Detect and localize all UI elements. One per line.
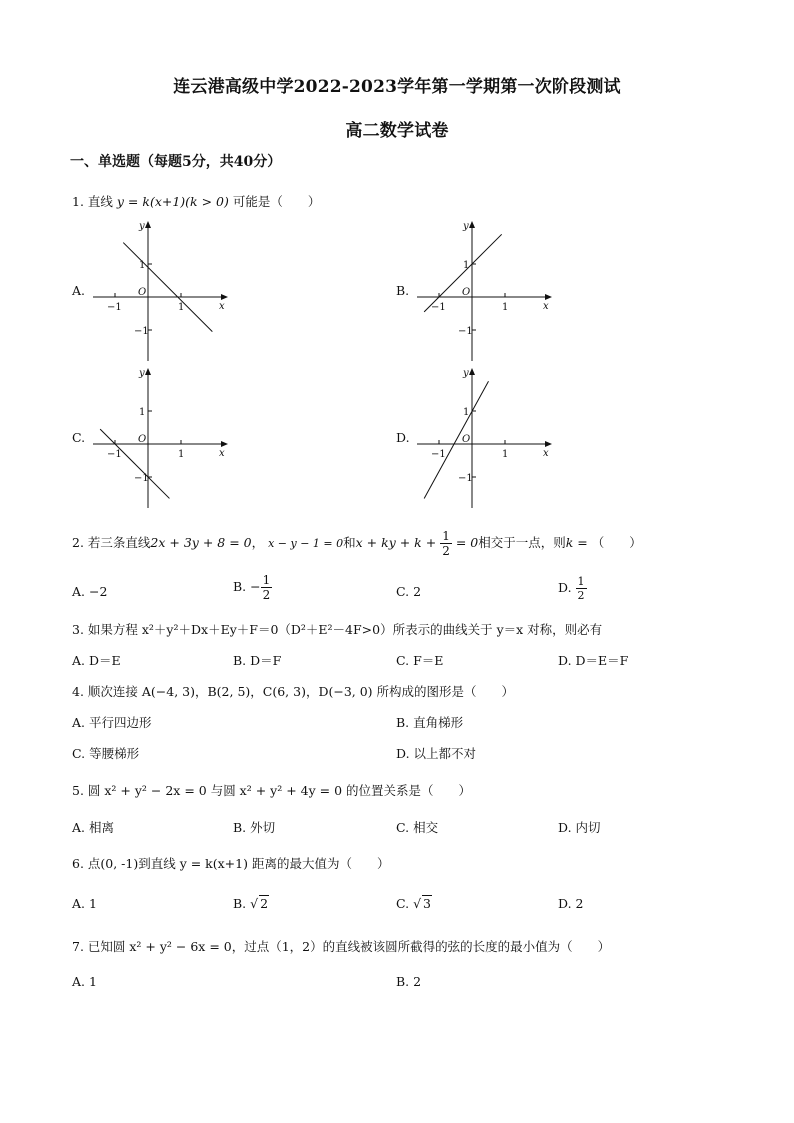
candidate-line <box>424 381 488 498</box>
candidate-line <box>424 234 502 312</box>
x-tick-label: −1 <box>431 449 446 460</box>
exam-title: 连云港高级中学2022-2023学年第一学期第一次阶段测试 <box>173 77 621 97</box>
option-value: −2 <box>89 584 108 599</box>
option-label: A. <box>72 584 86 599</box>
y-axis-label: y <box>139 368 145 379</box>
question-2-k-eq: k = <box>565 535 588 550</box>
section-heading: 一、单选题（每题5分，共40分） <box>70 154 282 170</box>
x-axis-arrow-icon <box>545 294 552 300</box>
y-axis-arrow-icon <box>145 368 151 375</box>
q6-option-d: D. 2 <box>558 896 584 911</box>
q6-option-c <box>396 896 432 911</box>
x-axis-label: x <box>543 301 549 312</box>
option-label: D. <box>558 580 572 595</box>
sqrt-radicand: 2 <box>260 896 269 911</box>
origin-label: O <box>138 287 147 298</box>
question-2-prefix: 2. 若三条直线 <box>72 535 151 550</box>
origin-label: O <box>462 434 471 445</box>
question-2-stem <box>72 530 642 557</box>
x-tick-label: −1 <box>431 302 446 313</box>
sqrt-icon: √ <box>413 896 422 911</box>
question-2-and: 和 <box>343 535 356 550</box>
fraction-numerator: 1 <box>577 575 585 588</box>
question-2-eq2: x − y − 1 = 0 <box>268 537 344 550</box>
q1-option-a-label: A. <box>72 283 86 298</box>
fraction-denominator: 2 <box>577 589 585 602</box>
question-1-prefix: 1. 直线 <box>72 194 113 209</box>
q4-option-c: C. 等腰梯形 <box>72 746 140 761</box>
exam-subtitle: 高二数学试卷 <box>345 121 449 141</box>
question-2-eq3-right: = 0 <box>455 535 479 550</box>
fraction-numerator: 1 <box>442 529 450 543</box>
q5-option-d: D. 内切 <box>558 820 601 835</box>
option-label: B. <box>233 579 247 594</box>
q1-graph-d <box>412 362 562 510</box>
y-tick-label: 1 <box>139 407 146 418</box>
q6-option-b <box>233 896 269 911</box>
question-2-mid: 相交于一点，则 <box>478 535 566 550</box>
question-4-stem: 4. 顺次连接 A(−4, 3)，B(2, 5)，C(6, 3)，D(−3, 0) 所构成的图形是（ ） <box>72 684 515 699</box>
y-tick-label: −1 <box>134 473 149 484</box>
question-1-stem <box>72 192 320 210</box>
fraction-denominator: 2 <box>442 544 450 558</box>
y-tick-label: 1 <box>139 260 146 271</box>
question-2-half-fraction <box>440 530 452 557</box>
q1-option-b-label: B. <box>396 283 410 298</box>
y-axis-label: y <box>463 368 469 379</box>
x-axis-label: x <box>543 448 549 459</box>
q3-option-d: D. D＝E＝F <box>558 653 629 668</box>
question-6-stem: 6. 点(0, -1)到直线 y = k(x+1) 距离的最大值为（ ） <box>72 856 390 871</box>
y-tick-label: −1 <box>134 326 149 337</box>
y-axis-arrow-icon <box>469 221 475 228</box>
q2-option-d <box>558 576 587 601</box>
x-tick-label: −1 <box>107 449 122 460</box>
option-sign: − <box>250 579 261 594</box>
question-7-stem: 7. 已知圆 x² + y² − 6x = 0，过点（1，2）的直线被该圆所截得的弦的长度的最小值为（ ） <box>72 939 611 954</box>
y-axis-label: y <box>139 221 145 232</box>
x-tick-label: 1 <box>178 449 185 460</box>
option-fraction <box>261 574 273 601</box>
q4-option-a: A. 平行四边形 <box>72 715 152 730</box>
q5-option-a: A. 相离 <box>72 820 114 835</box>
q1-option-c-label: C. <box>72 430 86 445</box>
sqrt-radicand: 3 <box>423 896 431 911</box>
q2-option-b <box>233 574 272 601</box>
question-2-eq3-left: x + ky + k + <box>355 535 437 550</box>
question-3-stem: 3. 如果方程 x²＋y²＋Dx＋Ey＋F＝0（D²＋E²－4F>0）所表示的曲线关于 y＝x 对称，则必有 <box>72 622 603 637</box>
x-axis-label: x <box>219 301 225 312</box>
option-label: C. <box>396 896 410 911</box>
q4-option-d: D. 以上都不对 <box>396 746 477 761</box>
y-axis-arrow-icon <box>469 368 475 375</box>
y-axis-label: y <box>463 221 469 232</box>
candidate-line <box>100 429 169 498</box>
q5-option-b: B. 外切 <box>233 820 276 835</box>
x-axis-label: x <box>219 448 225 459</box>
x-axis-arrow-icon <box>221 294 228 300</box>
fraction-numerator: 1 <box>262 573 271 587</box>
q1-graph-b <box>412 215 562 363</box>
x-axis-arrow-icon <box>221 441 228 447</box>
option-label: B. <box>233 896 247 911</box>
q3-option-a: A. D＝E <box>72 653 121 668</box>
y-tick-label: 1 <box>463 260 470 271</box>
q1-graph-a <box>88 215 238 363</box>
y-tick-label: 1 <box>463 407 470 418</box>
fraction-denominator: 2 <box>262 588 271 602</box>
question-1-formula: y = k(x+1)(k > 0) <box>116 194 229 209</box>
question-2-sep: ， <box>251 535 265 550</box>
q3-option-b: B. D＝F <box>233 653 282 668</box>
origin-label: O <box>138 434 147 445</box>
y-tick-label: −1 <box>458 473 473 484</box>
q4-option-b: B. 直角梯形 <box>396 715 464 730</box>
x-tick-label: 1 <box>178 302 185 313</box>
q2-option-a <box>72 584 107 599</box>
option-label: C. <box>396 584 410 599</box>
y-axis-arrow-icon <box>145 221 151 228</box>
q1-option-d-label: D. <box>396 430 410 445</box>
x-tick-label: 1 <box>502 302 509 313</box>
question-1-suffix: 可能是（ ） <box>232 194 321 209</box>
question-2-eq1: 2x + 3y + 8 = 0 <box>150 535 252 550</box>
q3-option-c: C. F＝E <box>396 653 444 668</box>
q7-option-a: A. 1 <box>72 974 97 989</box>
origin-label: O <box>462 287 471 298</box>
y-tick-label: −1 <box>458 326 473 337</box>
option-fraction <box>576 576 587 601</box>
q1-graph-c <box>88 362 238 510</box>
q7-option-b: B. 2 <box>396 974 422 989</box>
q5-option-c: C. 相交 <box>396 820 439 835</box>
q6-option-a: A. 1 <box>72 896 97 911</box>
x-tick-label: 1 <box>502 449 509 460</box>
question-5-stem: 5. 圆 x² + y² − 2x = 0 与圆 x² + y² + 4y = 0 的位置关系是（ ） <box>72 783 472 798</box>
x-tick-label: −1 <box>107 302 122 313</box>
q2-option-c <box>396 584 421 599</box>
sqrt-icon: √ <box>250 896 259 911</box>
candidate-line <box>123 243 212 332</box>
x-axis-arrow-icon <box>545 441 552 447</box>
question-2-blank: （ ） <box>591 535 642 550</box>
option-value: 2 <box>413 584 422 599</box>
